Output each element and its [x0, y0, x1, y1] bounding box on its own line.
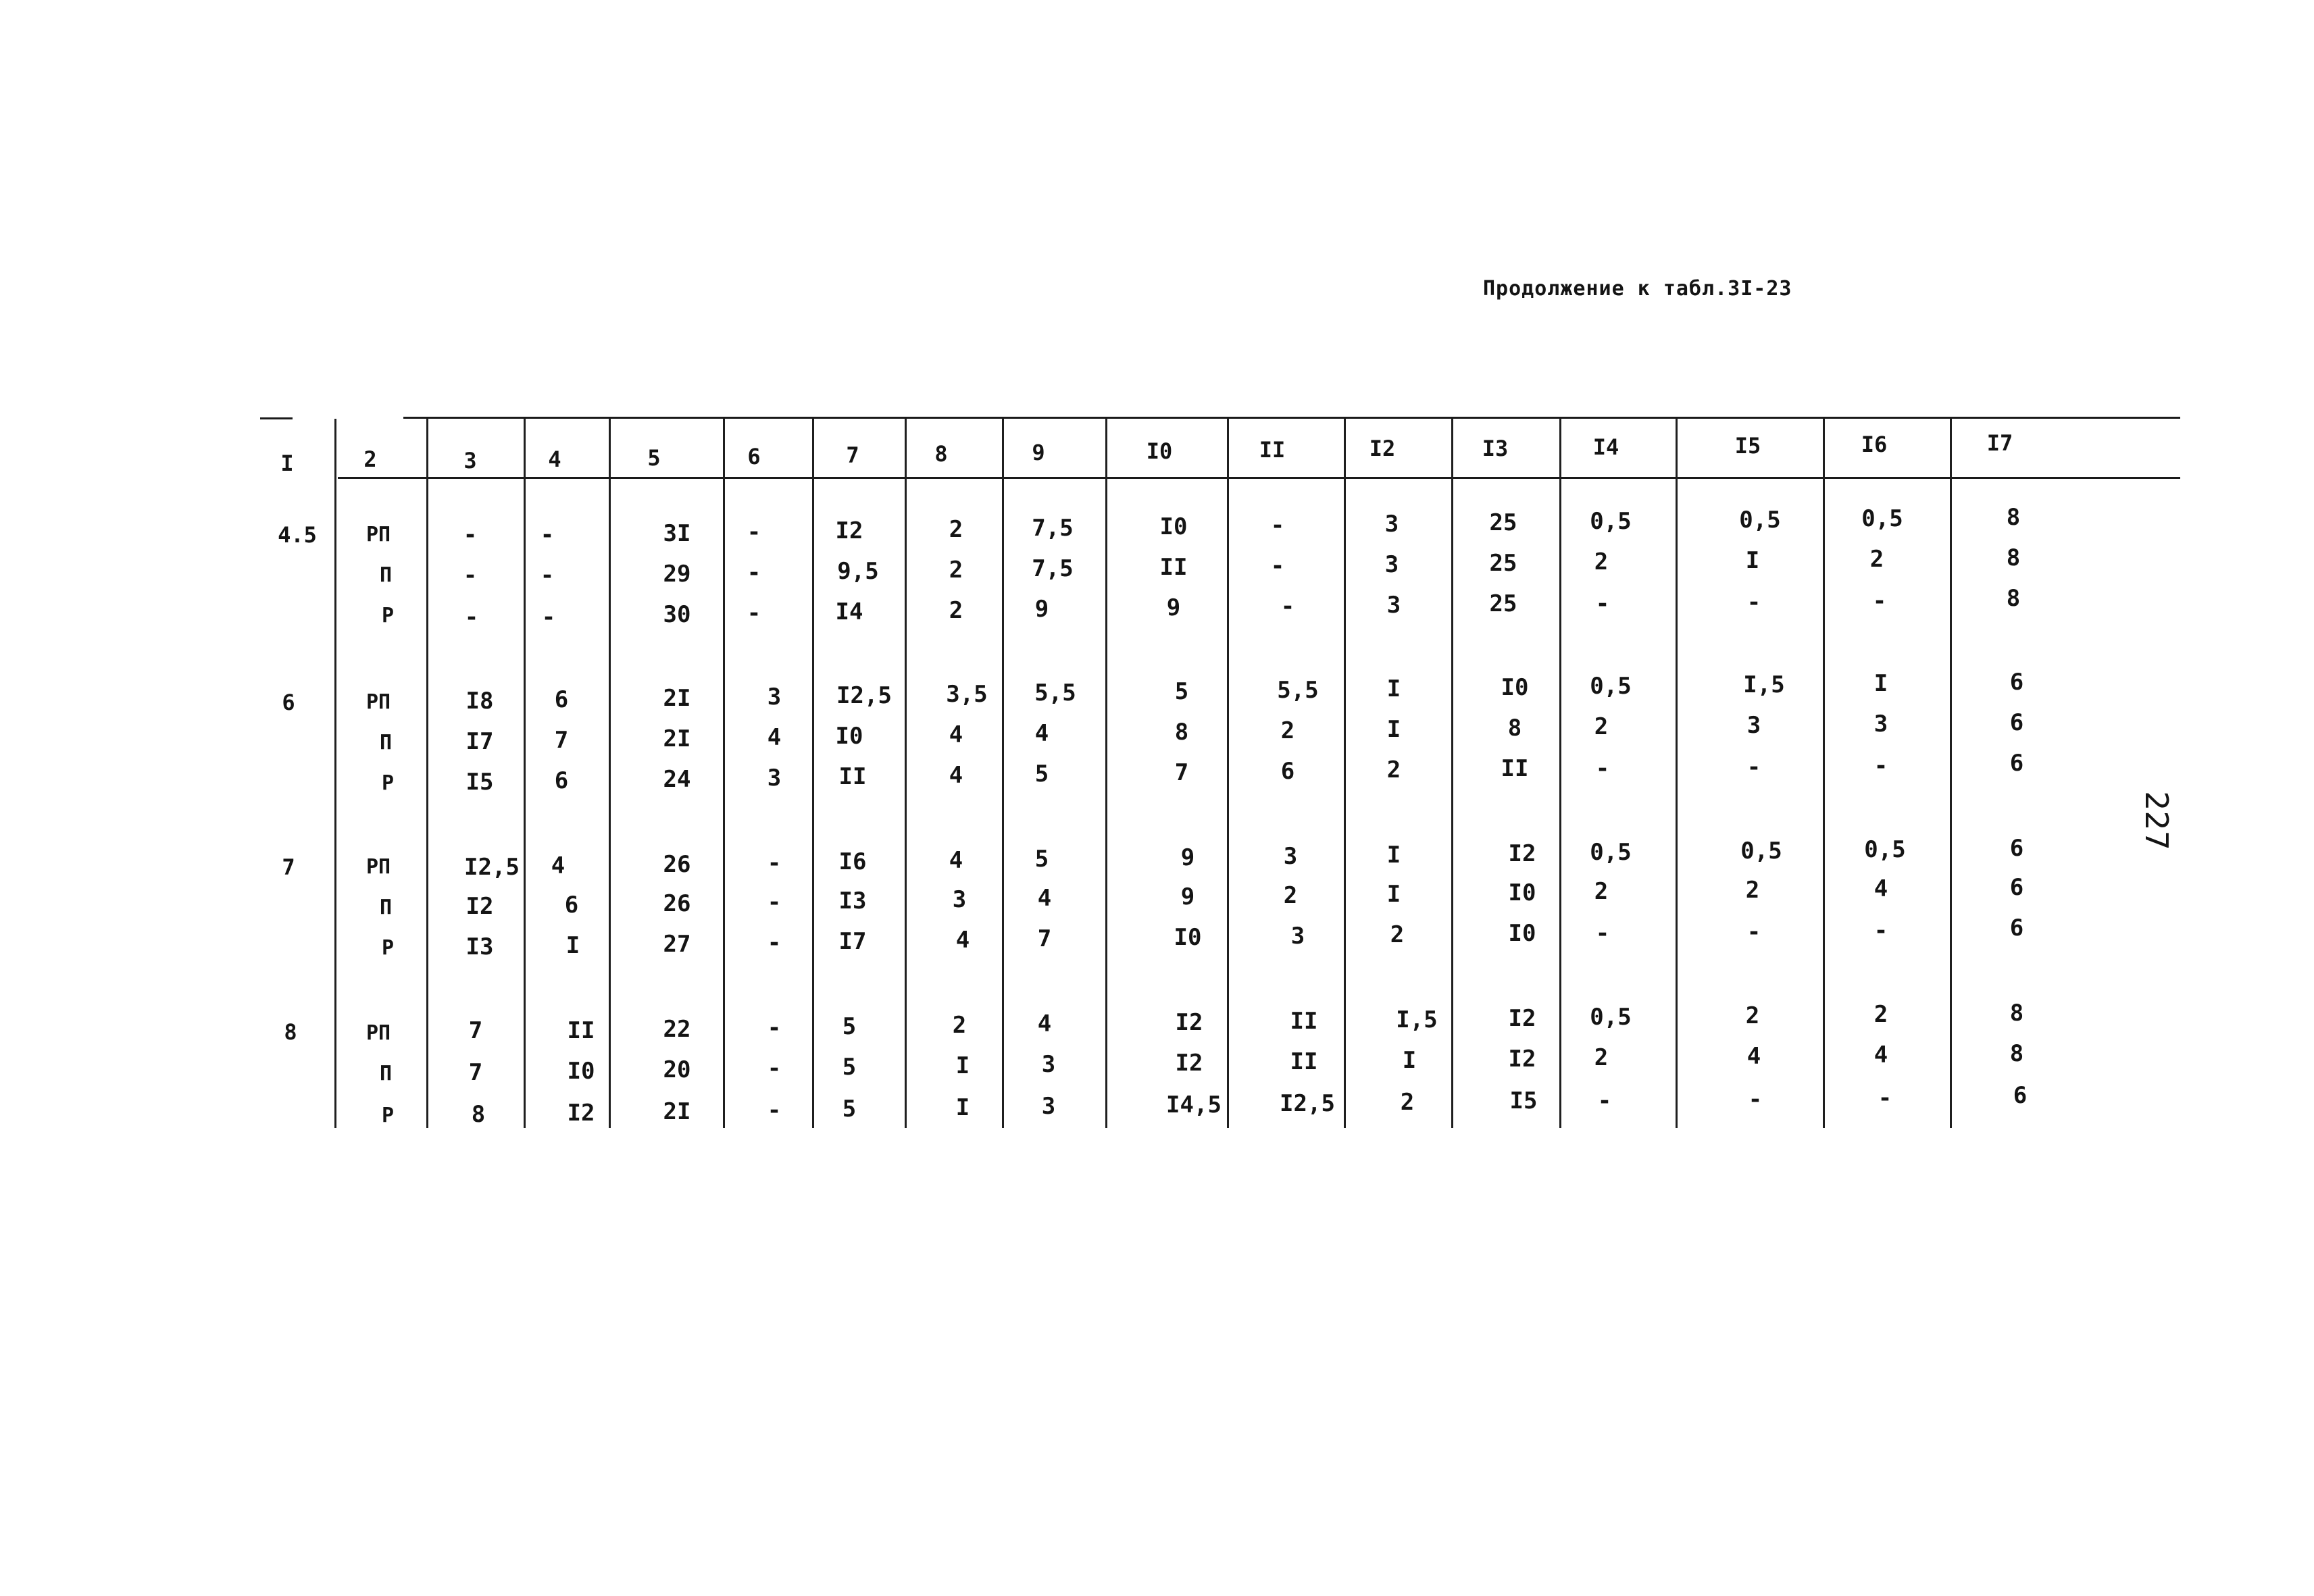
group-label: 4.5: [278, 522, 317, 548]
header-cell: I4: [1592, 434, 1619, 460]
table-cell: 0,5: [1861, 505, 1903, 532]
table-cell: 30: [663, 601, 691, 628]
table-cell: -: [1746, 754, 1761, 781]
table-cell: 2: [1594, 878, 1609, 905]
table-cell: -: [540, 562, 555, 589]
table-cell: 5: [1034, 846, 1049, 873]
header-cell: 2: [363, 446, 377, 472]
table-cell: -: [767, 889, 782, 916]
table-cell: 6: [2009, 915, 2024, 942]
table-cell: II: [838, 763, 867, 790]
table-cell: 3: [767, 684, 782, 711]
table-cell: 6: [2013, 1082, 2028, 1109]
column-divider: [609, 419, 611, 1128]
table-cell: 0,5: [1590, 673, 1632, 700]
table-cell: 2: [952, 1012, 967, 1039]
table-cell: I0: [567, 1058, 595, 1085]
table-cell: 7: [1174, 759, 1189, 786]
table-cell: 4: [551, 852, 565, 879]
table-cell: 8: [2006, 585, 2021, 612]
table-cell: -: [464, 604, 479, 631]
table-cell: -: [1597, 1087, 1612, 1114]
table-cell: 6: [2009, 669, 2024, 696]
table-cell: -: [1270, 512, 1285, 539]
table-cell: -: [1873, 752, 1888, 779]
table-cell: 2: [1594, 1044, 1609, 1071]
table-cell: -: [1746, 919, 1761, 946]
table-cell: I6: [838, 848, 867, 875]
table-cell: 3: [1384, 551, 1399, 578]
table-cell: 3: [1746, 712, 1761, 739]
row-type: П: [379, 896, 393, 920]
table-cell: 0,5: [1739, 507, 1781, 534]
table-cell: 9: [1180, 883, 1195, 910]
table-cell: I: [955, 1094, 970, 1121]
table-cell: -: [540, 521, 555, 548]
table-cell: I8: [466, 688, 494, 715]
table-cell: I5: [466, 769, 494, 796]
table-cell: 3: [1283, 843, 1298, 870]
column-divider: [1823, 419, 1825, 1128]
header-cell: I2: [1369, 436, 1396, 461]
table-cell: 4: [949, 721, 963, 748]
table-cell: I: [1402, 1047, 1417, 1074]
table-cell: 4: [955, 927, 970, 954]
table-cell: -: [1746, 589, 1761, 616]
table-cell: 8: [1174, 719, 1189, 746]
table-cell: I: [1386, 675, 1401, 702]
table-cell: 7,5: [1032, 515, 1074, 542]
table-cell: 4: [1746, 1043, 1761, 1070]
table-cell: 22: [663, 1016, 691, 1043]
row-type: РП: [366, 1021, 391, 1046]
table-cell: -: [1873, 917, 1888, 944]
column-divider: [426, 419, 428, 1128]
table-cell: I,5: [1743, 671, 1785, 698]
table-cell: 5: [842, 1013, 857, 1040]
row-type: П: [379, 1062, 393, 1086]
table-cell: 3: [1290, 923, 1305, 950]
table-cell: 9: [1034, 596, 1049, 623]
page-number: 227: [2138, 791, 2175, 850]
table-cell: 8: [2009, 1040, 2024, 1067]
table-cell: 2: [1869, 546, 1884, 573]
table-cell: 3: [1386, 592, 1401, 619]
header-cell: I0: [1146, 438, 1173, 464]
table-cell: 4: [949, 847, 963, 874]
table-cell: 0,5: [1740, 838, 1782, 865]
table-cell: -: [463, 521, 478, 548]
table-cell: 4: [1873, 875, 1888, 902]
table-cell: 4: [1037, 1010, 1052, 1037]
table-cell: 24: [663, 766, 691, 793]
table-cell: 4: [1873, 1041, 1888, 1069]
table-cell: -: [747, 600, 761, 627]
table-cell: 8: [2006, 504, 2021, 531]
table-cell: 5: [1034, 761, 1049, 788]
table-cell: 20: [663, 1056, 691, 1083]
table-cell: 9: [1180, 844, 1195, 871]
table-cell: I: [1386, 842, 1401, 869]
column-divider: [1950, 419, 1952, 1128]
table-cell: I: [565, 932, 580, 959]
table-cell: I2: [1175, 1009, 1203, 1036]
table-cell: I2: [567, 1100, 595, 1127]
table-cell: I: [1386, 881, 1401, 908]
row-type: Р: [381, 936, 395, 960]
header-cell: 7: [846, 442, 859, 468]
table-cell: 6: [554, 686, 569, 713]
header-cell: I7: [1986, 430, 2013, 456]
header-top-rule: [403, 417, 2180, 419]
table-cell: 5: [842, 1096, 857, 1123]
table-cell: -: [747, 519, 761, 546]
table-cell: 2: [1283, 882, 1298, 909]
row-type: Р: [381, 771, 395, 796]
table-cell: -: [1270, 552, 1285, 580]
table-cell: 9: [1166, 594, 1181, 621]
table-cell: 0,5: [1590, 839, 1632, 866]
table-cell: I0: [1174, 924, 1202, 951]
table-cell: 2: [949, 557, 963, 584]
table-cell: I0: [1501, 674, 1529, 701]
table-cell: 26: [663, 851, 691, 878]
header-cell: II: [1259, 437, 1286, 463]
table-cell: 27: [663, 931, 691, 958]
table-cell: 6: [1280, 758, 1295, 785]
table-cell: 2I: [663, 1098, 691, 1125]
group-label: 8: [284, 1019, 297, 1045]
table-cell: 26: [663, 890, 691, 917]
table-cell: I2: [835, 517, 863, 544]
row-type: РП: [366, 855, 391, 879]
header-cell: 3: [463, 448, 477, 473]
table-cell: II: [567, 1017, 595, 1044]
table-cell: 4: [949, 762, 963, 789]
table-cell: 3: [1873, 711, 1888, 738]
table-cell: 2: [1594, 548, 1609, 575]
table-cell: 8: [2009, 1000, 2024, 1027]
table-cell: 2: [1745, 1002, 1760, 1029]
table-cell: 2I: [663, 685, 691, 712]
table-cell: 3,5: [946, 681, 988, 708]
row-type: П: [379, 563, 393, 588]
column-divider: [723, 419, 725, 1128]
table-cell: 5,5: [1034, 679, 1076, 706]
table-cell: I7: [838, 928, 867, 955]
table-cell: 6: [554, 767, 569, 794]
table-cell: 2: [1594, 713, 1609, 740]
table-cell: 6: [2009, 750, 2024, 777]
table-cell: 3I: [663, 520, 691, 547]
table-cell: I4: [835, 598, 863, 625]
table-cell: -: [767, 850, 782, 877]
table-cell: -: [1595, 755, 1610, 782]
table-cell: 2: [1386, 756, 1401, 783]
table-cell: I0: [1159, 513, 1188, 540]
table-cell: 3: [1041, 1093, 1056, 1120]
table-cell: 25: [1489, 550, 1517, 577]
table-cell: -: [1748, 1086, 1763, 1113]
table-cell: 6: [564, 892, 579, 919]
table-cell: I2: [1508, 1005, 1536, 1032]
header-cell: I: [280, 451, 294, 476]
table-cell: I: [1745, 547, 1760, 574]
table-cell: I7: [466, 728, 494, 755]
table-cell: 7: [468, 1017, 483, 1044]
table-cell: I3: [466, 933, 494, 960]
table-cell: 4: [1034, 720, 1049, 747]
table-cell: 5: [1174, 678, 1189, 705]
table-cell: I3: [838, 887, 867, 915]
table-cell: 3: [767, 765, 782, 792]
table-cell: I0: [1508, 920, 1536, 947]
column-divider: [1451, 419, 1453, 1128]
table-cell: 6: [2009, 874, 2024, 901]
table-cell: 2: [1280, 717, 1295, 744]
header-top-rule-short: [260, 417, 293, 419]
table-cell: -: [767, 1055, 782, 1082]
table-cell: 2: [1400, 1089, 1415, 1116]
column-divider: [1559, 419, 1561, 1128]
column-divider: [1002, 419, 1004, 1128]
row-type: П: [379, 731, 393, 755]
header-cell: I5: [1734, 433, 1761, 459]
header-cell: 6: [747, 444, 761, 469]
table-cell: I: [955, 1052, 970, 1079]
header-cell: I6: [1861, 432, 1888, 457]
table-cell: II: [1501, 755, 1529, 782]
column-divider: [1105, 419, 1107, 1128]
table-cell: I2: [1508, 1046, 1536, 1073]
table-cell: I: [1386, 716, 1401, 743]
table-cell: I2,5: [464, 854, 520, 881]
table-cell: 8: [2006, 544, 2021, 571]
table-cell: 29: [663, 561, 691, 588]
column-divider: [334, 419, 336, 1128]
table-cell: 7: [468, 1059, 483, 1086]
table-cell: I2,5: [836, 682, 892, 709]
table-cell: 6: [2009, 709, 2024, 736]
table-cell: I2: [466, 893, 494, 920]
table-cell: 25: [1489, 590, 1517, 617]
column-divider: [905, 419, 907, 1128]
table-cell: -: [767, 1097, 782, 1124]
table-cell: 0,5: [1590, 1004, 1632, 1031]
table-cell: -: [1878, 1085, 1892, 1112]
row-type: Р: [381, 604, 395, 628]
table-cell: -: [747, 559, 761, 586]
table-cell: 7,5: [1032, 555, 1074, 582]
table-cell: -: [541, 604, 556, 631]
table-cell: -: [767, 929, 782, 956]
table-cell: 4: [767, 724, 782, 751]
row-type: РП: [366, 523, 391, 547]
group-label: 7: [282, 854, 295, 880]
table-cell: 0,5: [1864, 836, 1906, 863]
table-cell: 2: [1390, 921, 1405, 948]
table-cell: 5: [842, 1054, 857, 1081]
group-label: 6: [282, 690, 295, 715]
table-caption: Продолжение к табл.3I-23: [1483, 277, 1792, 301]
table-cell: 8: [471, 1101, 486, 1128]
table-cell: -: [1595, 920, 1610, 947]
row-type: РП: [366, 690, 391, 715]
table-cell: I2: [1508, 840, 1536, 867]
table-cell: -: [767, 1014, 782, 1041]
table-cell: 0,5: [1590, 508, 1632, 535]
table-cell: 5,5: [1277, 677, 1319, 704]
table-cell: 2: [949, 516, 963, 543]
table-cell: 3: [1384, 511, 1399, 538]
table-cell: 2I: [663, 725, 691, 752]
table-cell: 7: [554, 727, 569, 754]
table-cell: I2: [1175, 1050, 1203, 1077]
table-cell: 3: [1041, 1051, 1056, 1078]
header-cell: 8: [934, 441, 948, 467]
table-cell: II: [1159, 554, 1188, 581]
table-cell: I5: [1509, 1087, 1538, 1114]
table-cell: 25: [1489, 509, 1517, 536]
table-cell: I: [1873, 670, 1888, 697]
header-cell: 4: [548, 446, 561, 472]
row-type: Р: [381, 1104, 395, 1128]
table-cell: I0: [835, 723, 863, 750]
table-cell: 9,5: [837, 558, 879, 585]
table-cell: -: [1280, 593, 1295, 620]
column-divider: [1227, 419, 1229, 1128]
column-divider: [812, 419, 814, 1128]
header-cell: I3: [1482, 436, 1509, 461]
table-cell: I0: [1508, 879, 1536, 906]
table-cell: 3: [952, 886, 967, 913]
table-cell: 2: [1873, 1001, 1888, 1028]
table-cell: 2: [1745, 877, 1760, 904]
table-cell: II: [1290, 1048, 1318, 1075]
table-cell: I2,5: [1280, 1090, 1335, 1117]
table-cell: -: [1595, 590, 1610, 617]
column-divider: [1676, 419, 1678, 1128]
table-cell: I,5: [1396, 1006, 1438, 1033]
column-divider: [524, 419, 526, 1128]
header-cell: 5: [647, 445, 661, 471]
table-cell: 2: [949, 597, 963, 624]
table-cell: 6: [2009, 835, 2024, 862]
table-cell: -: [1872, 588, 1887, 615]
table-cell: I4,5: [1166, 1091, 1222, 1118]
table-cell: 8: [1507, 715, 1522, 742]
table-cell: -: [463, 562, 478, 589]
table-cell: 7: [1037, 925, 1052, 952]
header-bottom-rule: [338, 477, 2180, 479]
table-cell: II: [1290, 1008, 1318, 1035]
column-divider: [1344, 419, 1346, 1128]
table-cell: 4: [1037, 885, 1052, 912]
header-cell: 9: [1032, 440, 1045, 465]
